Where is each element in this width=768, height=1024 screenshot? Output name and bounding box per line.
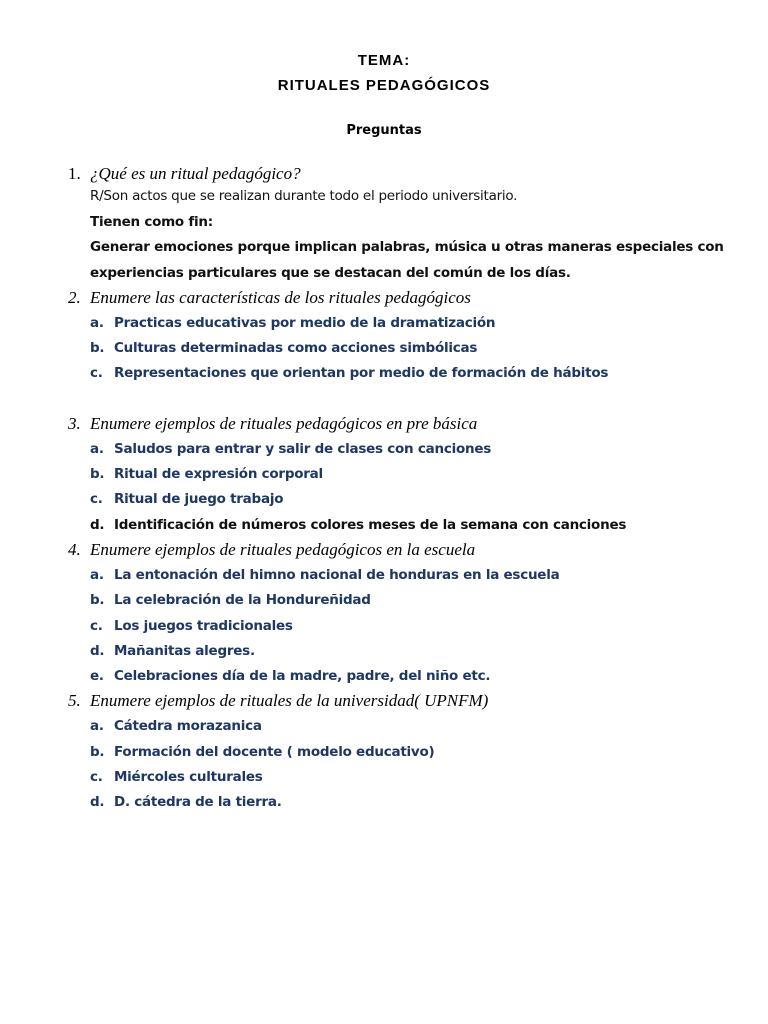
question-number: 4. (68, 540, 81, 559)
question-text: Enumere ejemplos de rituales de la universidad( UPNFM) (90, 691, 489, 710)
tema-label: TEMA: (357, 52, 411, 69)
question-5 (68, 691, 488, 711)
list-item: d. Identificación de números colores meses de la semana con canciones (90, 517, 627, 533)
answer-line: Tienen como fin: (90, 214, 213, 230)
question-number: 1. (68, 164, 81, 183)
list-item: b. Ritual de expresión corporal (90, 466, 323, 482)
preguntas-heading: Preguntas (346, 123, 422, 138)
list-item: b. Formación del docente ( modelo educativo) (90, 744, 435, 760)
question-4 (68, 540, 475, 560)
list-item: a. Practicas educativas por medio de la dramatización (90, 315, 496, 331)
list-item: b. La celebración de la Hondureñidad (90, 592, 371, 608)
question-number: 2. (68, 288, 81, 307)
list-item: d. Mañanitas alegres. (90, 643, 255, 659)
question-text: Enumere ejemplos de rituales pedagógicos en pre básica (90, 414, 478, 433)
list-item: c. Miércoles culturales (90, 769, 263, 785)
question-text: Enumere ejemplos de rituales pedagógicos en la escuela (90, 540, 476, 559)
question-1 (68, 164, 301, 184)
list-item: a. Cátedra morazanica (90, 718, 262, 734)
list-item: c. Ritual de juego trabajo (90, 491, 284, 507)
question-number: 3. (68, 414, 81, 433)
question-2 (68, 288, 471, 308)
answer-line: experiencias particulares que se destacan del común de los días. (90, 265, 571, 281)
list-item: e. Celebraciones día de la madre, padre, del niño etc. (90, 668, 491, 684)
list-item: c. Los juegos tradicionales (90, 618, 293, 634)
list-item: d. D. cátedra de la tierra. (90, 794, 282, 810)
question-text: Enumere las características de los rituales pedagógicos (90, 288, 471, 307)
answer-line: Generar emociones porque implican palabras, música u otras maneras especiales con (90, 239, 724, 255)
list-item: c. Representaciones que orientan por medio de formación de hábitos (90, 365, 609, 381)
question-text: ¿Qué es un ritual pedagógico? (90, 164, 301, 183)
question-3 (68, 414, 477, 434)
question-number: 5. (68, 691, 81, 710)
list-item: b. Culturas determinadas como acciones simbólicas (90, 340, 478, 356)
document-title: RITUALES PEDAGÓGICOS (277, 77, 491, 94)
list-item: a. Saludos para entrar y salir de clases con canciones (90, 441, 492, 457)
list-item: a. La entonación del himno nacional de honduras en la escuela (90, 567, 560, 583)
answer-line: R/Son actos que se realizan durante todo el periodo universitario. (90, 188, 518, 204)
